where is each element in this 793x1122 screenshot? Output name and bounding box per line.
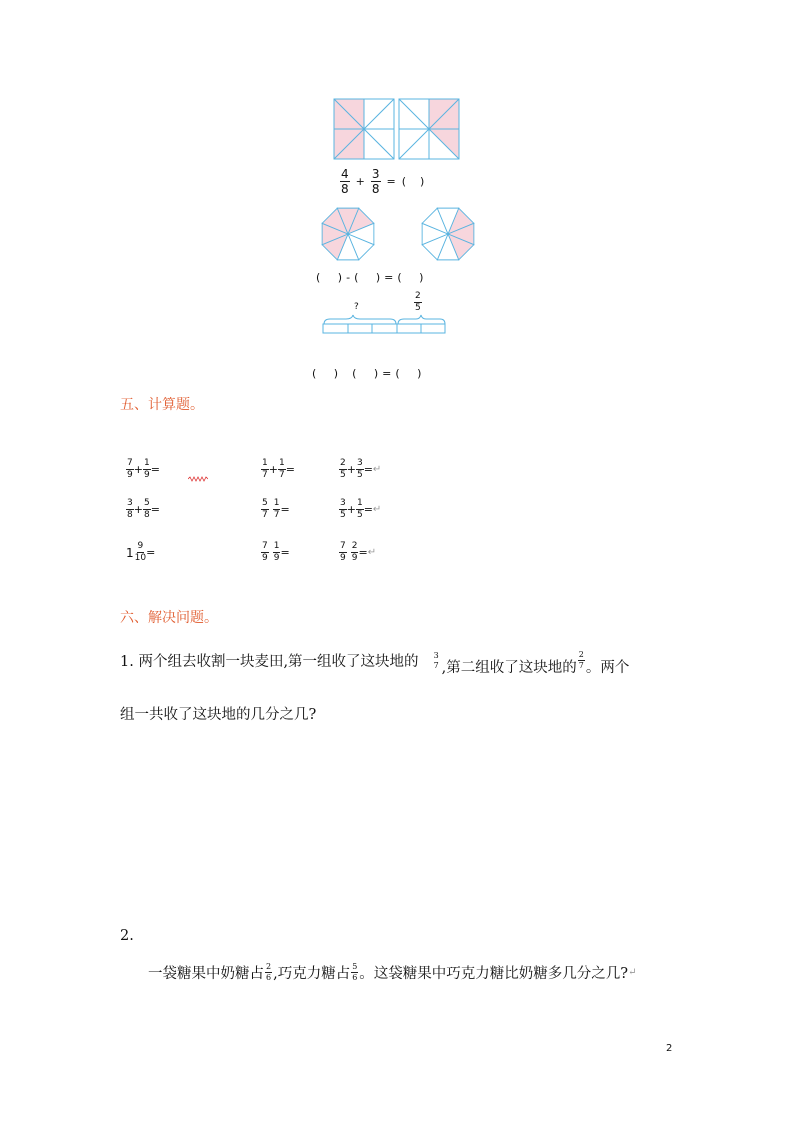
fraction: [356, 459, 364, 480]
operator: +: [268, 463, 278, 476]
calc-item: [261, 459, 295, 480]
equals-sign: =: [150, 503, 160, 516]
fraction: [126, 499, 134, 520]
fraction: [126, 459, 134, 480]
bracket-fraction: [414, 292, 422, 313]
rectangle-left: [334, 99, 394, 159]
equation-3: [312, 367, 421, 380]
section-6-title: 六、解决问题。: [120, 610, 218, 626]
fraction: [278, 459, 286, 480]
denominator: 9: [262, 553, 268, 563]
denominator: 8: [143, 510, 150, 520]
numerator: 1: [262, 458, 268, 468]
fraction: [135, 542, 146, 563]
numerator: 7: [262, 541, 268, 551]
calc-item: [339, 542, 376, 563]
denominator: 5: [340, 470, 346, 480]
numerator: 1: [356, 498, 363, 508]
numerator: 2: [266, 962, 272, 971]
operator: +: [133, 503, 143, 516]
section-5-title: 五、计算题。: [120, 397, 204, 413]
denominator: 9: [273, 553, 280, 563]
numerator: 5: [352, 962, 358, 971]
denominator: 5: [340, 510, 346, 520]
fraction: [356, 499, 364, 520]
equals-sign: =: [382, 367, 392, 380]
answer-blank: ( ): [312, 367, 339, 380]
question-2-line: [148, 962, 636, 983]
numerator: 1: [273, 498, 280, 508]
denominator: 9: [351, 553, 358, 563]
numerator: 3: [340, 498, 346, 508]
operator: +: [346, 463, 356, 476]
calc-item: [339, 499, 381, 520]
answer-blank: ( ): [316, 271, 343, 284]
numerator: 5: [143, 498, 150, 508]
numerator: 1: [143, 458, 150, 468]
equation-2: [316, 271, 423, 284]
numerator: 2: [578, 650, 584, 659]
denominator: 7: [262, 510, 268, 520]
fraction: [265, 963, 272, 982]
numerator: 4: [341, 167, 349, 181]
equals-sign: =: [146, 546, 156, 559]
equals-sign: =: [358, 546, 368, 559]
equals-sign: =: [363, 463, 373, 476]
answer-blank: ( ): [352, 367, 379, 380]
fraction: [433, 652, 440, 670]
plus-sign: +: [355, 175, 365, 188]
octagon-left: [322, 208, 374, 260]
question-2-number: 2.: [120, 928, 134, 944]
fraction: [339, 459, 347, 480]
denominator: 7: [262, 470, 268, 480]
fraction: [340, 168, 350, 195]
equals-sign: =: [280, 546, 290, 559]
fraction: [578, 651, 585, 670]
equals-sign: =: [363, 503, 373, 516]
equals-sign: =: [150, 463, 160, 476]
denominator: 7: [433, 660, 439, 670]
fraction: [339, 499, 347, 520]
paragraph-mark: ↵: [372, 504, 382, 515]
denominator: 7: [278, 470, 285, 480]
numerator: 2: [351, 541, 358, 551]
minus-sign: -: [346, 271, 351, 284]
equals-sign: =: [280, 503, 290, 516]
equals-sign: =: [285, 463, 295, 476]
question-text: ,第二组收了这块地的: [441, 660, 577, 676]
calc-item: [126, 459, 160, 480]
answer-blank: ( ): [395, 367, 422, 380]
answer-blank: ( ): [401, 175, 425, 188]
question-text: 。这袋糖果中巧克力糖比奶糖多几分之几?: [359, 966, 629, 982]
paragraph-mark: ↵: [372, 464, 382, 475]
fraction: [261, 459, 269, 480]
calc-item: [261, 499, 290, 520]
denominator: 5: [356, 510, 363, 520]
denominator: 9: [143, 470, 150, 480]
answer-blank: ( ): [354, 271, 381, 284]
numerator: 1: [278, 458, 285, 468]
calc-item: [261, 542, 290, 563]
spellcheck-squiggle: [188, 476, 208, 482]
numerator: 7: [340, 541, 346, 551]
fraction: [273, 499, 281, 520]
equals-sign: =: [384, 271, 394, 284]
answer-blank: ( ): [397, 271, 424, 284]
brace-bar-figure: [320, 314, 448, 336]
page-number: 2: [666, 1043, 673, 1054]
fraction: [351, 963, 358, 982]
denominator: 9: [340, 553, 346, 563]
denominator: 6: [266, 973, 272, 982]
question-text: 。两个: [585, 660, 630, 676]
equals-sign: =: [386, 175, 396, 188]
calc-item: [126, 499, 160, 520]
unknown-label: ?: [354, 302, 359, 312]
numerator: 3: [356, 458, 363, 468]
numerator: 1: [273, 541, 280, 551]
paragraph-mark: ↵: [367, 547, 377, 558]
fraction: [371, 168, 381, 195]
rectangles-figure: [333, 98, 461, 162]
numerator: 7: [127, 458, 133, 468]
numerator: 2: [340, 458, 346, 468]
equation-1: [340, 168, 424, 195]
question-text: 一袋糖果中奶糖占: [148, 966, 264, 982]
question-text: ,巧克力糖占: [273, 966, 351, 982]
numerator: 3: [433, 650, 439, 660]
denominator: 7: [273, 510, 280, 520]
whole-number: 1: [126, 545, 134, 560]
operator: +: [133, 463, 143, 476]
fraction: [143, 459, 151, 480]
operator: +: [346, 503, 356, 516]
fraction: [273, 542, 281, 563]
denominator: 5: [356, 470, 363, 480]
fraction: [339, 542, 347, 563]
numerator: 9: [137, 541, 144, 551]
octagon-right: [422, 208, 474, 260]
fraction: [143, 499, 151, 520]
denominator: 7: [578, 661, 584, 670]
rectangle-right: [399, 99, 459, 159]
question-text: 1. 两个组去收割一块麦田,第一组收了这块地的: [120, 654, 419, 670]
question-1-line-2: 组一共收了这块地的几分之几?: [120, 707, 317, 723]
numerator: 2: [415, 291, 421, 301]
denominator: 8: [341, 182, 349, 196]
octagons-figure: [318, 204, 478, 264]
numerator: 3: [127, 498, 133, 508]
denominator: 10: [134, 553, 147, 563]
denominator: 8: [127, 510, 133, 520]
denominator: 8: [371, 182, 380, 196]
numerator: 5: [262, 498, 268, 508]
denominator: 9: [127, 470, 133, 480]
fraction: [351, 542, 359, 563]
numerator: 3: [371, 167, 380, 181]
question-1-line-1: [120, 650, 630, 676]
calc-item: [126, 542, 155, 563]
paragraph-mark: ↵: [628, 967, 637, 978]
denominator: 5: [415, 303, 421, 313]
denominator: 6: [352, 973, 358, 982]
calc-item: [339, 459, 381, 480]
fraction: [261, 499, 269, 520]
fraction: [261, 542, 269, 563]
